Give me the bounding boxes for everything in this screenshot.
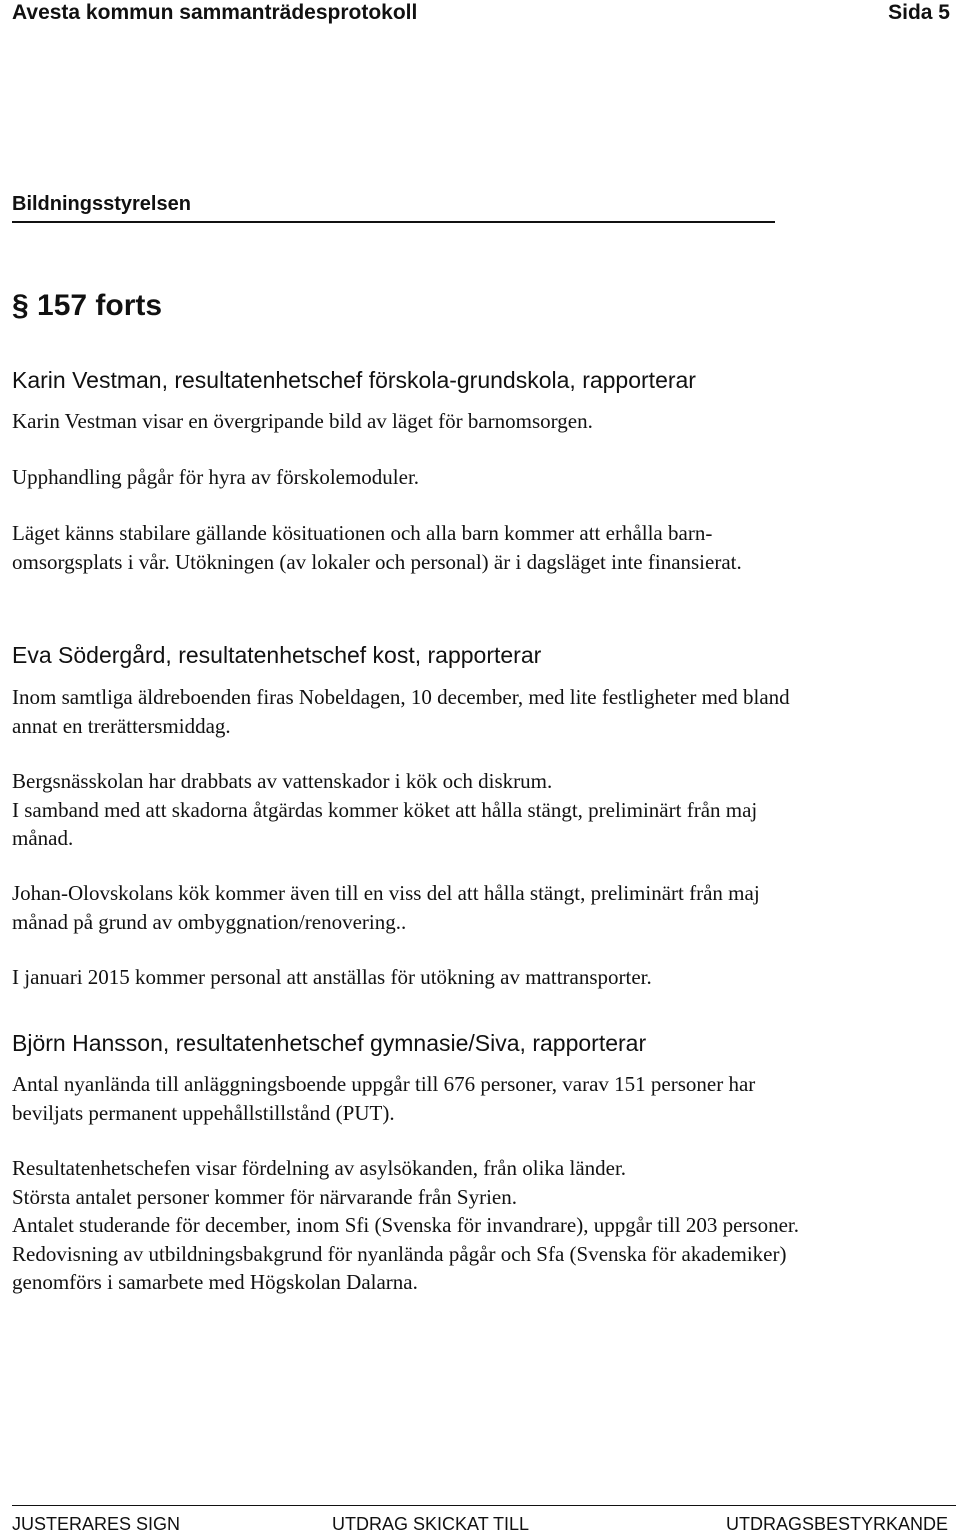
paragraph xyxy=(12,963,942,992)
text-line: Läget känns stabilare gällande kösituationen och alla barn kommer att erhålla barn- xyxy=(12,521,713,545)
text-line: Inom samtliga äldreboenden firas Nobeldagen, 10 december, med lite festligheter med bland xyxy=(12,685,790,709)
paragraph xyxy=(12,767,942,853)
text-line: Upphandling pågår för hyra av förskolemoduler. xyxy=(12,465,420,489)
paragraph xyxy=(12,683,942,740)
paragraph xyxy=(12,1154,942,1297)
presenter-heading: Karin Vestman, resultatenhetschef förskola-grundskola, rapporterar xyxy=(12,367,696,393)
text-line: omsorgsplats i vår. Utökningen (av lokaler och personal) är i dagsläget inte finansierat. xyxy=(12,549,742,574)
document-header-title: Avesta kommun sammanträdesprotokoll xyxy=(12,1,418,24)
paragraph xyxy=(12,879,942,936)
text-line: Bergsnässkolan har drabbats av vattenskador i kök och diskrum. xyxy=(12,769,553,793)
footer-signature-label: JUSTERARES SIGN xyxy=(12,1514,181,1534)
text-line: beviljats permanent uppehållstillstånd (PUT). xyxy=(12,1100,395,1125)
text-line: Resultatenhetschefen visar fördelning av asylsökanden, från olika länder. xyxy=(12,1156,627,1180)
text-line: månad på grund av ombyggnation/renovering.. xyxy=(12,909,407,934)
text-line: I januari 2015 kommer personal att anställas för utökning av mattransporter. xyxy=(12,965,652,989)
text-line: genomförs i samarbete med Högskolan Dalarna. xyxy=(12,1270,418,1294)
page-number: Sida 5 xyxy=(888,1,950,24)
paragraph xyxy=(12,1070,942,1127)
footer-extract-verification-label: UTDRAGSBESTYRKANDE xyxy=(725,1514,948,1534)
footer-extract-sent-label: UTDRAG SKICKAT TILL xyxy=(332,1514,530,1534)
text-line: Antal nyanlända till anläggningsboende uppgår till 676 personer, varav 151 personer har xyxy=(12,1072,756,1096)
text-line: Antalet studerande för december, inom Sfi (Svenska för invandrare), uppgår till 203 personer. xyxy=(12,1213,799,1237)
paragraph xyxy=(12,519,942,576)
paragraph xyxy=(12,463,942,492)
paragraph xyxy=(12,407,942,436)
text-line: Största antalet personer kommer för närvarande från Syrien. xyxy=(12,1184,517,1209)
footer-divider xyxy=(12,1505,956,1506)
text-line: Johan-Olovskolans kök kommer även till en viss del att hålla stängt, preliminärt från maj xyxy=(12,881,760,905)
text-line: Redovisning av utbildningsbakgrund för nyanlända pågår och Sfa (Svenska för akademiker) xyxy=(12,1241,787,1266)
text-line: annat en trerättersmiddag. xyxy=(12,713,231,738)
text-line: Karin Vestman visar en övergripande bild av läget för barnomsorgen. xyxy=(12,409,593,433)
section-title: § 157 forts xyxy=(12,289,163,322)
text-line: månad. xyxy=(12,826,74,850)
presenter-heading: Eva Södergård, resultatenhetschef kost, rapporterar xyxy=(12,642,542,668)
committee-underline xyxy=(12,221,775,223)
presenter-heading: Björn Hansson, resultatenhetschef gymnasie/Siva, rapporterar xyxy=(12,1030,647,1056)
committee-name: Bildningsstyrelsen xyxy=(12,193,191,215)
text-line: I samband med att skadorna åtgärdas kommer köket att hålla stängt, preliminärt från maj xyxy=(12,797,758,822)
